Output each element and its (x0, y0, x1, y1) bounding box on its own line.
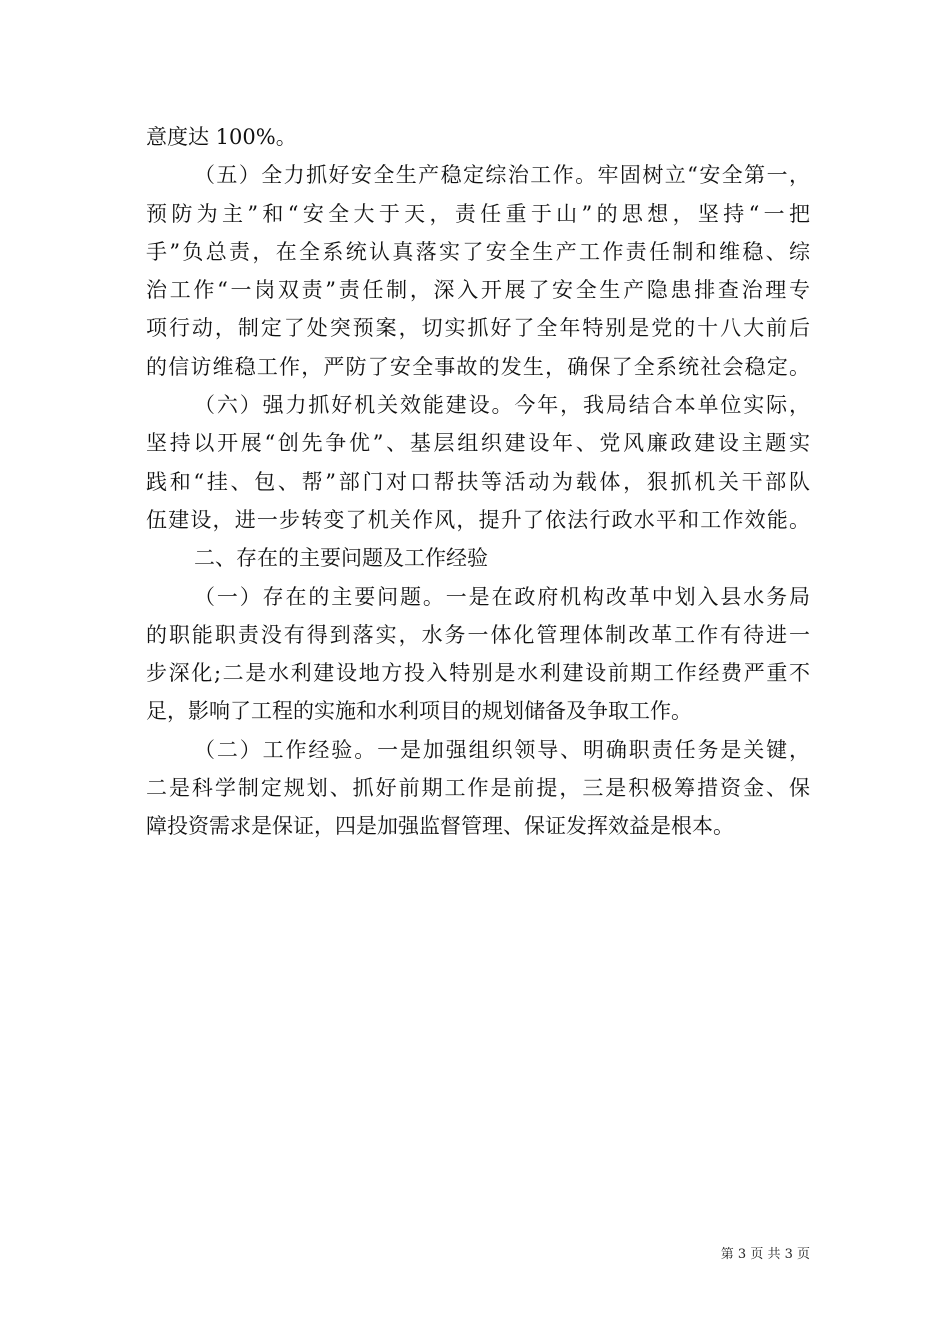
paragraph-line: 手”负总责，在全系统认真落实了安全生产工作责任制和维稳、综 (146, 239, 810, 264)
document-body (146, 118, 810, 846)
paragraph-line: 障投资需求是保证，四是加强监督管理、保证发挥效益是根本。 (146, 814, 734, 839)
paragraph-line: 步深化;二是水利建设地方投入特别是水利建设前期工作经费严重不 (146, 661, 810, 686)
paragraph-line: 二是科学制定规划、抓好前期工作是前提，三是积极筹措资金、保 (146, 776, 810, 801)
section-heading: 二、存在的主要问题及工作经验 (194, 546, 488, 571)
paragraph-line: （二）工作经验。一是加强组织领导、明确职责任务是关键， (194, 737, 810, 762)
paragraph-line: 治工作“一岗双责”责任制，深入开展了安全生产隐患排查治理专 (146, 278, 810, 303)
paragraph-line: 践和“挂、包、帮”部门对口帮扶等活动为载体，狠抓机关干部队 (146, 469, 810, 494)
paragraph-line: 项行动，制定了处突预案，切实抓好了全年特别是党的十八大前后 (146, 316, 810, 341)
paragraph-line: 的职能职责没有得到落实，水务一体化管理体制改革工作有待进一 (146, 622, 810, 647)
paragraph-line: 伍建设，进一步转变了机关作风，提升了依法行政水平和工作效能。 (146, 507, 810, 532)
paragraph-line: （一）存在的主要问题。一是在政府机构改革中划入县水务局 (194, 584, 810, 609)
paragraph-line: 坚持以开展“创先争优”、基层组织建设年、党风廉政建设主题实 (146, 431, 810, 456)
paragraph-line: （六）强力抓好机关效能建设。今年，我局结合本单位实际， (194, 393, 810, 418)
page-number: 第 3 页 共 3 页 (720, 1247, 810, 1262)
paragraph-line: 足，影响了工程的实施和水利项目的规划储备及争取工作。 (146, 699, 692, 724)
paragraph-line: 预防为主”和“安全大于天，责任重于山”的思想，坚持“一把 (146, 201, 810, 226)
paragraph-line: （五）全力抓好安全生产稳定综治工作。牢固树立“安全第一， (194, 163, 810, 188)
paragraph-line: 意度达 100%。 (146, 125, 297, 149)
paragraph-line: 的信访维稳工作，严防了安全事故的发生，确保了全系统社会稳定。 (146, 354, 810, 379)
